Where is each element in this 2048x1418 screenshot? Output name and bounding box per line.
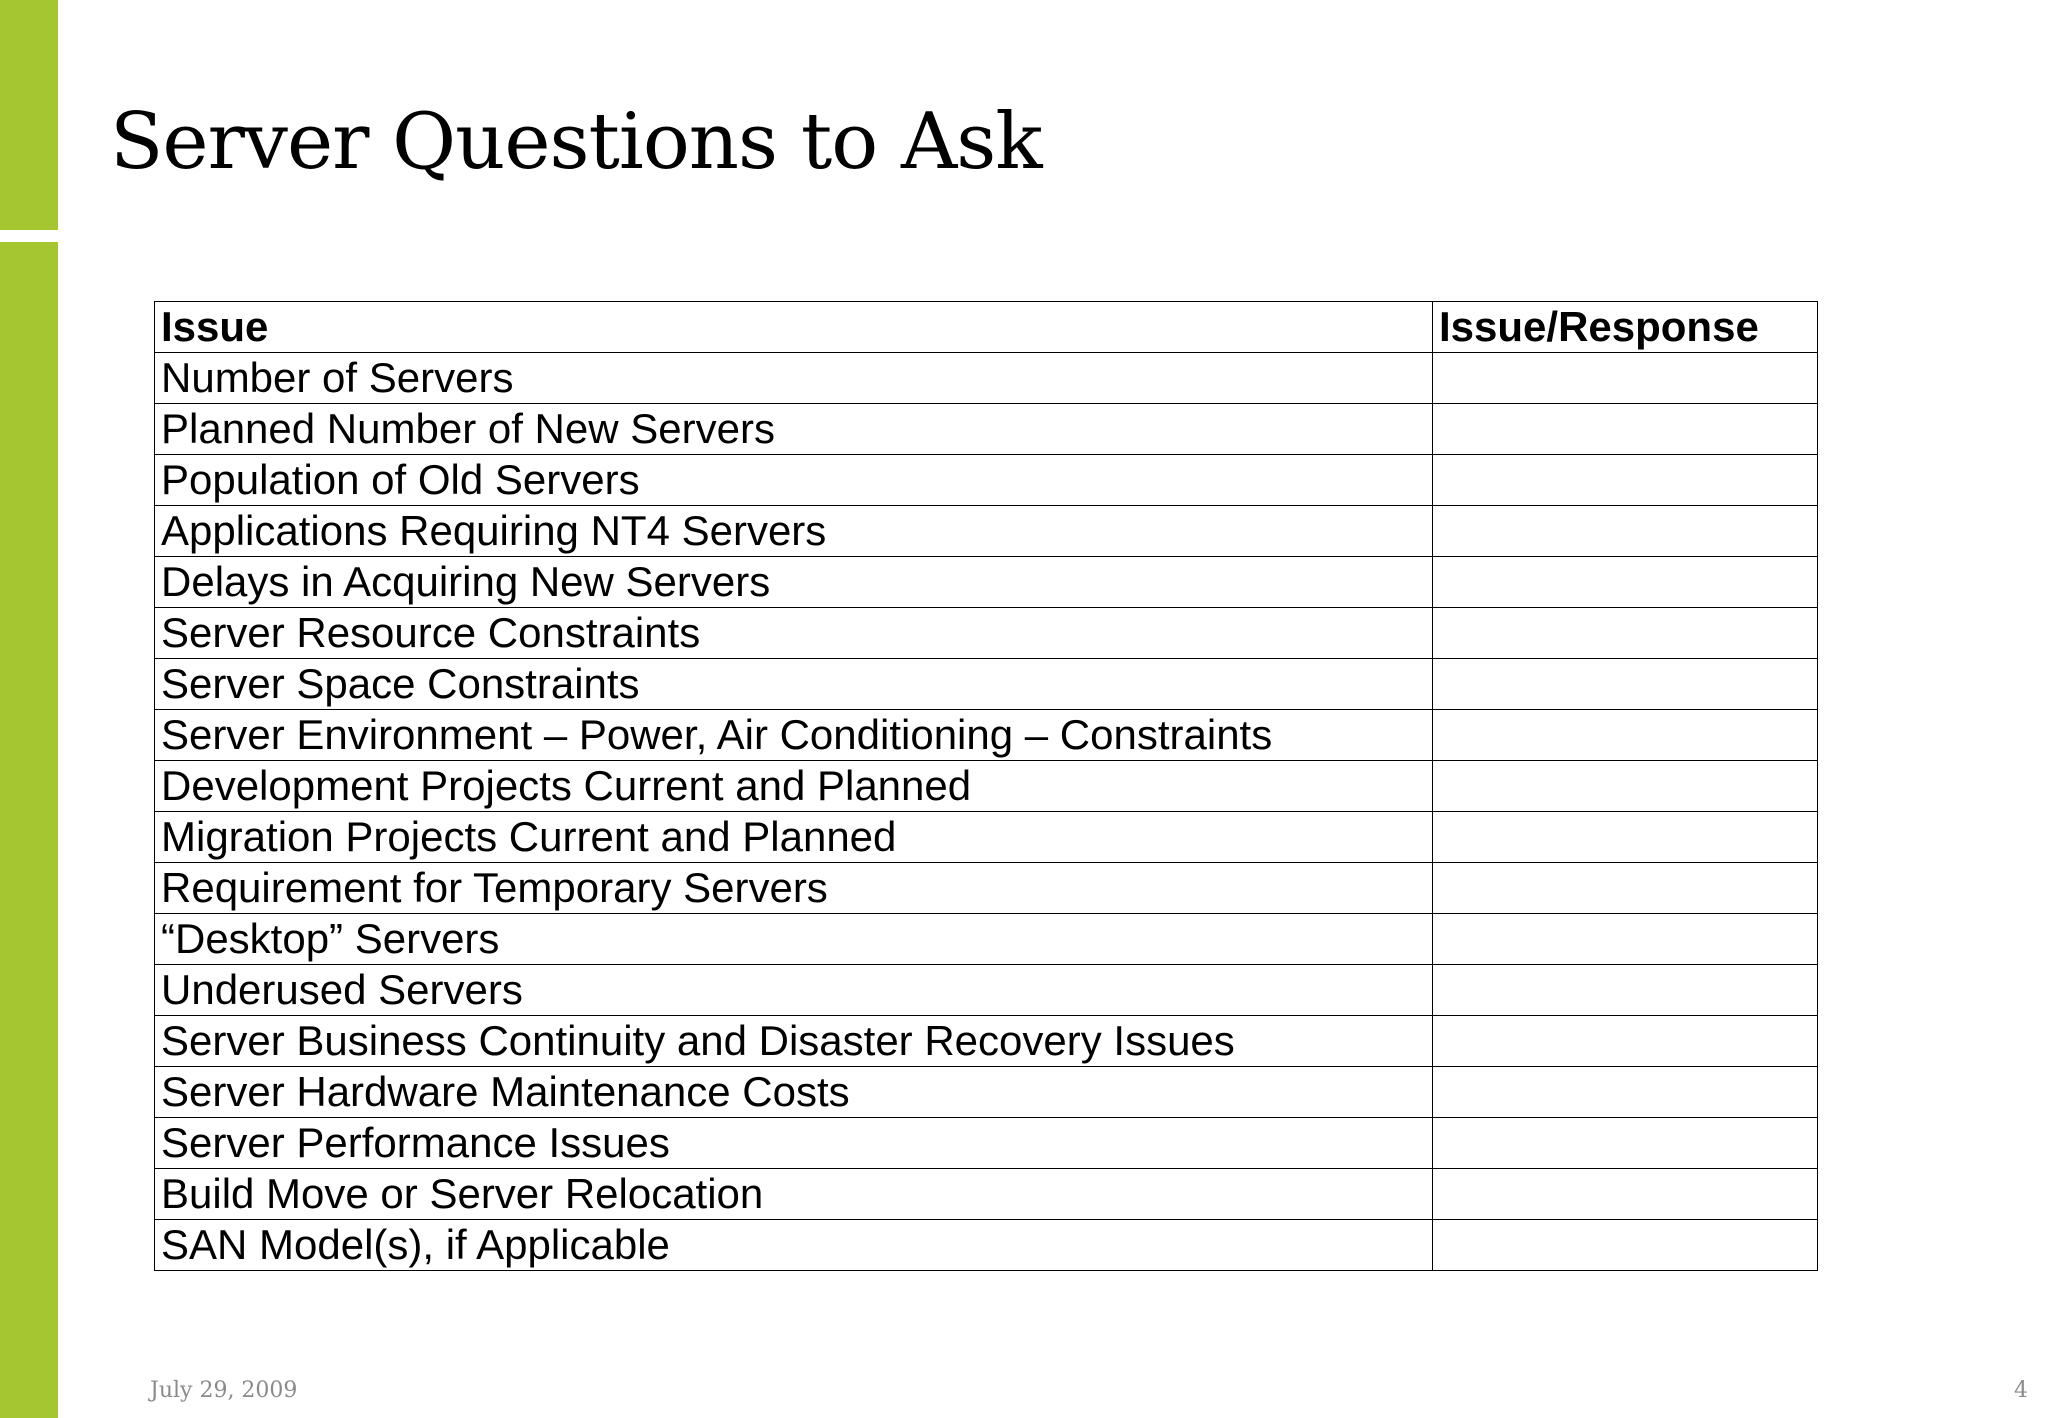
issue-cell: Requirement for Temporary Servers (155, 863, 1433, 914)
column-header-issue-response: Issue/Response (1433, 302, 1818, 353)
table-row (155, 965, 1818, 1016)
response-cell[interactable] (1433, 1118, 1818, 1169)
table-row (155, 914, 1818, 965)
response-cell[interactable] (1433, 710, 1818, 761)
response-cell[interactable] (1433, 659, 1818, 710)
table-row (155, 1118, 1818, 1169)
issue-cell: Server Hardware Maintenance Costs (155, 1067, 1433, 1118)
response-cell[interactable] (1433, 1067, 1818, 1118)
response-cell[interactable] (1433, 863, 1818, 914)
response-cell[interactable] (1433, 557, 1818, 608)
table-row (155, 1016, 1818, 1067)
issue-cell: Server Environment – Power, Air Conditioning – Constraints (155, 710, 1433, 761)
issue-cell: Server Business Continuity and Disaster Recovery Issues (155, 1016, 1433, 1067)
issue-cell: Applications Requiring NT4 Servers (155, 506, 1433, 557)
issue-cell: Development Projects Current and Planned (155, 761, 1433, 812)
issues-table (154, 301, 1818, 1271)
table-row (155, 353, 1818, 404)
table-row (155, 863, 1818, 914)
page-number: 4 (2014, 1378, 2028, 1403)
table-row (155, 1220, 1818, 1271)
accent-bar-top (0, 0, 58, 230)
table-row (155, 1067, 1818, 1118)
issue-cell: Server Resource Constraints (155, 608, 1433, 659)
issue-cell: Delays in Acquiring New Servers (155, 557, 1433, 608)
issue-cell: Population of Old Servers (155, 455, 1433, 506)
issue-cell: “Desktop” Servers (155, 914, 1433, 965)
response-cell[interactable] (1433, 761, 1818, 812)
slide-title: Server Questions to Ask (110, 97, 1042, 187)
table-body (155, 353, 1818, 1271)
accent-bar-bottom (0, 242, 58, 1418)
response-cell[interactable] (1433, 1220, 1818, 1271)
table-row (155, 761, 1818, 812)
table-row (155, 608, 1818, 659)
response-cell[interactable] (1433, 1016, 1818, 1067)
response-cell[interactable] (1433, 353, 1818, 404)
table-row (155, 710, 1818, 761)
issue-cell: Build Move or Server Relocation (155, 1169, 1433, 1220)
issue-cell: Server Performance Issues (155, 1118, 1433, 1169)
footer-date: July 29, 2009 (150, 1378, 298, 1403)
response-cell[interactable] (1433, 965, 1818, 1016)
table-row (155, 557, 1818, 608)
issue-cell: SAN Model(s), if Applicable (155, 1220, 1433, 1271)
table-row (155, 812, 1818, 863)
table-row (155, 659, 1818, 710)
response-cell[interactable] (1433, 914, 1818, 965)
response-cell[interactable] (1433, 1169, 1818, 1220)
response-cell[interactable] (1433, 455, 1818, 506)
table-header-row (155, 302, 1818, 353)
response-cell[interactable] (1433, 404, 1818, 455)
table-row (155, 455, 1818, 506)
issue-cell: Migration Projects Current and Planned (155, 812, 1433, 863)
issue-cell: Underused Servers (155, 965, 1433, 1016)
response-cell[interactable] (1433, 608, 1818, 659)
response-cell[interactable] (1433, 506, 1818, 557)
response-cell[interactable] (1433, 812, 1818, 863)
table-row (155, 404, 1818, 455)
issue-cell: Number of Servers (155, 353, 1433, 404)
issue-cell: Server Space Constraints (155, 659, 1433, 710)
table-row (155, 506, 1818, 557)
issue-cell: Planned Number of New Servers (155, 404, 1433, 455)
column-header-issue: Issue (155, 302, 1433, 353)
table-row (155, 1169, 1818, 1220)
